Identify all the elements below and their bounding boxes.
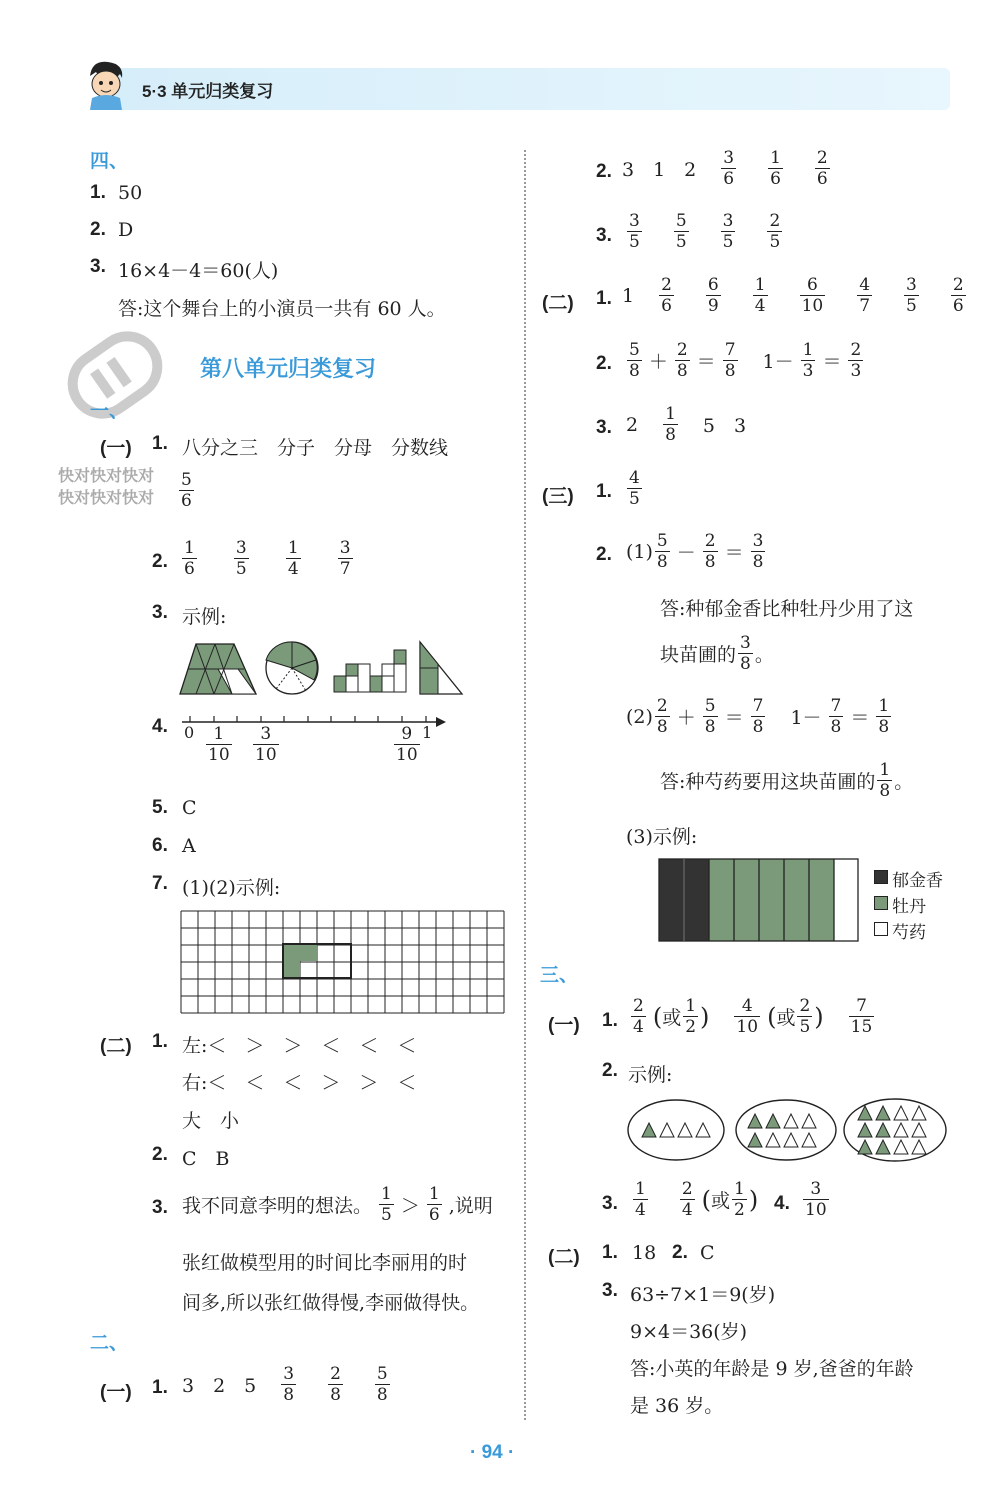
answer-text: C — [700, 1242, 715, 1264]
answer-text: 9×4＝36(岁) — [630, 1321, 748, 1343]
group-label: (一) — [548, 1015, 580, 1036]
answer-text: 间多,所以张红做得慢,李丽做得快。 — [182, 1292, 480, 1314]
answer-text: D — [118, 219, 134, 241]
item-number: 1. — [602, 1010, 618, 1031]
item-number: 2. — [596, 161, 612, 182]
fraction-shapes-figure — [176, 636, 466, 700]
item-number: 2. — [596, 544, 612, 565]
answer-line: $\frac{3}{5}$ $\frac{5}{5}$ $\frac{3}{5}$ $\frac{2}{5}$ — [629, 211, 781, 252]
item-number: 2. — [602, 1060, 618, 1081]
answer-text: 左:＜ ＞ ＞ ＜ ＜ ＜ — [182, 1035, 417, 1057]
triangle-mark — [912, 1106, 926, 1120]
triangle-mark — [802, 1133, 816, 1147]
triangle-mark — [802, 1114, 816, 1128]
answer-text: C B — [182, 1148, 230, 1170]
grid-figure — [180, 910, 506, 1014]
item-number: 2. — [152, 1144, 168, 1165]
item-number: 1. — [152, 433, 168, 454]
triangle-groups-figure — [624, 1096, 954, 1166]
garden-bar-figure — [658, 858, 860, 944]
legend-swatch-mid — [874, 896, 888, 910]
item-number: 3. — [596, 417, 612, 438]
header-title: 5·3 单元归类复习 — [142, 82, 274, 101]
fraction: $\frac{3}{10}$ — [255, 724, 277, 765]
legend-label: 郁金香 — [892, 871, 943, 891]
column-divider — [524, 150, 526, 1420]
triangle-mark — [912, 1140, 926, 1154]
answer-text: 大 小 — [182, 1110, 240, 1132]
item-number: 1. — [90, 182, 106, 203]
triangle-mark — [876, 1123, 890, 1137]
legend-swatch-dark — [874, 870, 888, 884]
answer-text: 八分之三 分子 分母 分数线 — [182, 437, 449, 459]
item-number: 3. — [602, 1193, 618, 1214]
answer-line: 3 2 5 $\frac{3}{8}$ $\frac{2}{8}$ $\frac{5}{8}$ — [182, 1364, 388, 1405]
legend-label: 芍药 — [892, 923, 926, 943]
section-4-heading: 四、 — [90, 151, 129, 172]
answer-line: 1 $\frac{2}{6}$ $\frac{6}{9}$ $\frac{1}{4}$ $\frac{6}{10}$ $\frac{4}{7}$ $\frac{3}{5}$ $\frac{2}{6}$ — [622, 275, 964, 316]
watermark-stamp — [40, 300, 190, 450]
answer-text: 50 — [118, 182, 143, 204]
fraction: $\frac{3}{10}$ — [805, 1179, 827, 1220]
item-number: 3. — [152, 602, 168, 623]
triangle-mark — [678, 1123, 692, 1137]
group-label: (一) — [100, 1382, 132, 1403]
group-label: (二) — [542, 293, 574, 314]
answer-line: (1) $\frac{5}{8}$ － $\frac{2}{8}$ ＝ $\frac{3}{8}$ — [626, 531, 764, 572]
fraction: $\frac{4}{5}$ — [629, 468, 640, 509]
answer-line: 答:种芍药要用这块苗圃的 $\frac{1}{8}$ 。 — [660, 760, 914, 801]
answer-text: A — [182, 835, 196, 857]
answer-text: (3)示例: — [626, 826, 698, 848]
item-number: 3. — [602, 1280, 618, 1301]
answer-line: $\frac{5}{8}$ ＋ $\frac{2}{8}$ ＝ $\frac{7}{8}$ 1－ $\frac{1}{3}$ ＝ $\frac{2}{3}$ — [629, 340, 862, 381]
answer-text: 答:小英的年龄是 9 岁,爸爸的年龄 — [630, 1358, 914, 1380]
triangle-mark — [858, 1123, 872, 1137]
answer-text: 18 — [632, 1242, 657, 1264]
triangle-mark — [766, 1133, 780, 1147]
legend-swatch-white — [874, 922, 888, 936]
item-number: 2. — [596, 353, 612, 374]
triangle-mark — [894, 1106, 908, 1120]
section-2-heading: 二、 — [90, 1333, 129, 1354]
answer-text: C — [182, 797, 197, 819]
item-number: 7. — [152, 873, 168, 894]
triangle-mark — [894, 1140, 908, 1154]
triangle-mark — [766, 1114, 780, 1128]
triangle-mark — [858, 1140, 872, 1154]
answer-text: 16×4－4＝60(人) — [118, 260, 279, 282]
triangle-mark — [876, 1106, 890, 1120]
item-number: 2. — [90, 219, 106, 240]
item-number: 1. — [596, 288, 612, 309]
answer-line: $\frac{1}{4}$ $\frac{2}{4}$ ( 或 $\frac{1}{2}$ ) — [635, 1179, 759, 1220]
item-number: 3. — [152, 1197, 168, 1218]
answer-text: 是 36 岁。 — [630, 1395, 724, 1417]
triangle-mark — [894, 1123, 908, 1137]
item-number: 2. — [152, 551, 168, 572]
group-label: (二) — [100, 1036, 132, 1057]
answer-text: 张红做模型用的时间比李丽用的时 — [182, 1252, 468, 1274]
answer-line: 3 1 2 $\frac{3}{6}$ $\frac{1}{6}$ $\frac{2}{6}$ — [622, 148, 828, 189]
answer-text: (1)(2)示例: — [182, 877, 281, 899]
fraction: $\frac{1}{10}$ — [208, 724, 230, 765]
item-number: 3. — [90, 256, 106, 277]
answer-line: 块苗圃的 $\frac{3}{8}$ 。 — [660, 633, 774, 674]
item-number: 6. — [152, 835, 168, 856]
item-number: 4. — [774, 1193, 790, 1214]
triangle-mark — [642, 1123, 656, 1137]
item-number: 1. — [152, 1377, 168, 1398]
answer-text: 答:这个舞台上的小演员一共有 60 人。 — [118, 298, 446, 320]
answer-text: 答:种郁金香比种牡丹少用了这 — [660, 598, 914, 620]
fraction: $\frac{9}{10}$ — [396, 724, 418, 765]
triangle-mark — [696, 1123, 710, 1137]
watermark-text: 快对快对快对 — [58, 490, 155, 507]
group-label: (二) — [548, 1247, 580, 1268]
fraction-list: $\frac{1}{6}$ $\frac{3}{5}$ $\frac{1}{4}$ $\frac{3}{7}$ — [184, 538, 351, 579]
triangle-mark — [660, 1123, 674, 1137]
section-title: 第八单元归类复习 — [200, 356, 377, 381]
item-number: 1. — [602, 1242, 618, 1263]
triangle-mark — [784, 1114, 798, 1128]
legend-label: 牡丹 — [892, 897, 926, 917]
triangle-mark — [748, 1114, 762, 1128]
triangle-mark — [784, 1133, 798, 1147]
answer-text: 右:＜ ＜ ＜ ＞ ＞ ＜ — [182, 1072, 417, 1094]
item-number: 1. — [596, 481, 612, 502]
answer-line: $\frac{2}{4}$ ( 或 $\frac{1}{2}$ ) $\frac{4}{10}$ ( 或 $\frac{2}{5}$ ) $\frac{7}{15}$ — [633, 996, 873, 1037]
triangle-mark — [912, 1123, 926, 1137]
answer-text: 示例: — [182, 606, 227, 628]
group-label: (三) — [542, 486, 574, 507]
triangle-mark — [748, 1133, 762, 1147]
fraction: $\frac{5}{6}$ — [181, 470, 192, 511]
watermark-text: 快对快对快对 — [58, 468, 155, 485]
item-number: 5. — [152, 797, 168, 818]
answer-text: 示例: — [628, 1064, 673, 1086]
item-number: 2. — [672, 1242, 688, 1263]
item-number: 3. — [596, 225, 612, 246]
triangle-mark — [876, 1140, 890, 1154]
section-3-heading: 三、 — [540, 965, 579, 986]
section-1-heading: 一、 — [90, 401, 129, 422]
mascot-icon — [82, 58, 130, 110]
number-line-zero: 0 — [184, 723, 195, 742]
page-number: · 94 · — [470, 1442, 515, 1463]
answer-line: (2) $\frac{2}{8}$ ＋ $\frac{5}{8}$ ＝ $\frac{7}{8}$ 1－ $\frac{7}{8}$ ＝ $\frac{1}{8}$ — [626, 696, 890, 737]
group-label: (一) — [100, 438, 132, 459]
answer-line: 我不同意李明的想法。 $\frac{1}{5}$ ＞ $\frac{1}{6}$ ,说明 — [182, 1184, 493, 1225]
answer-text: 63÷7×1＝9(岁) — [630, 1284, 776, 1306]
answer-line: 2 $\frac{1}{8}$ 5 3 — [626, 404, 747, 445]
item-number: 1. — [152, 1031, 168, 1052]
number-line-one: 1 — [422, 723, 433, 742]
item-number: 4. — [152, 716, 168, 737]
